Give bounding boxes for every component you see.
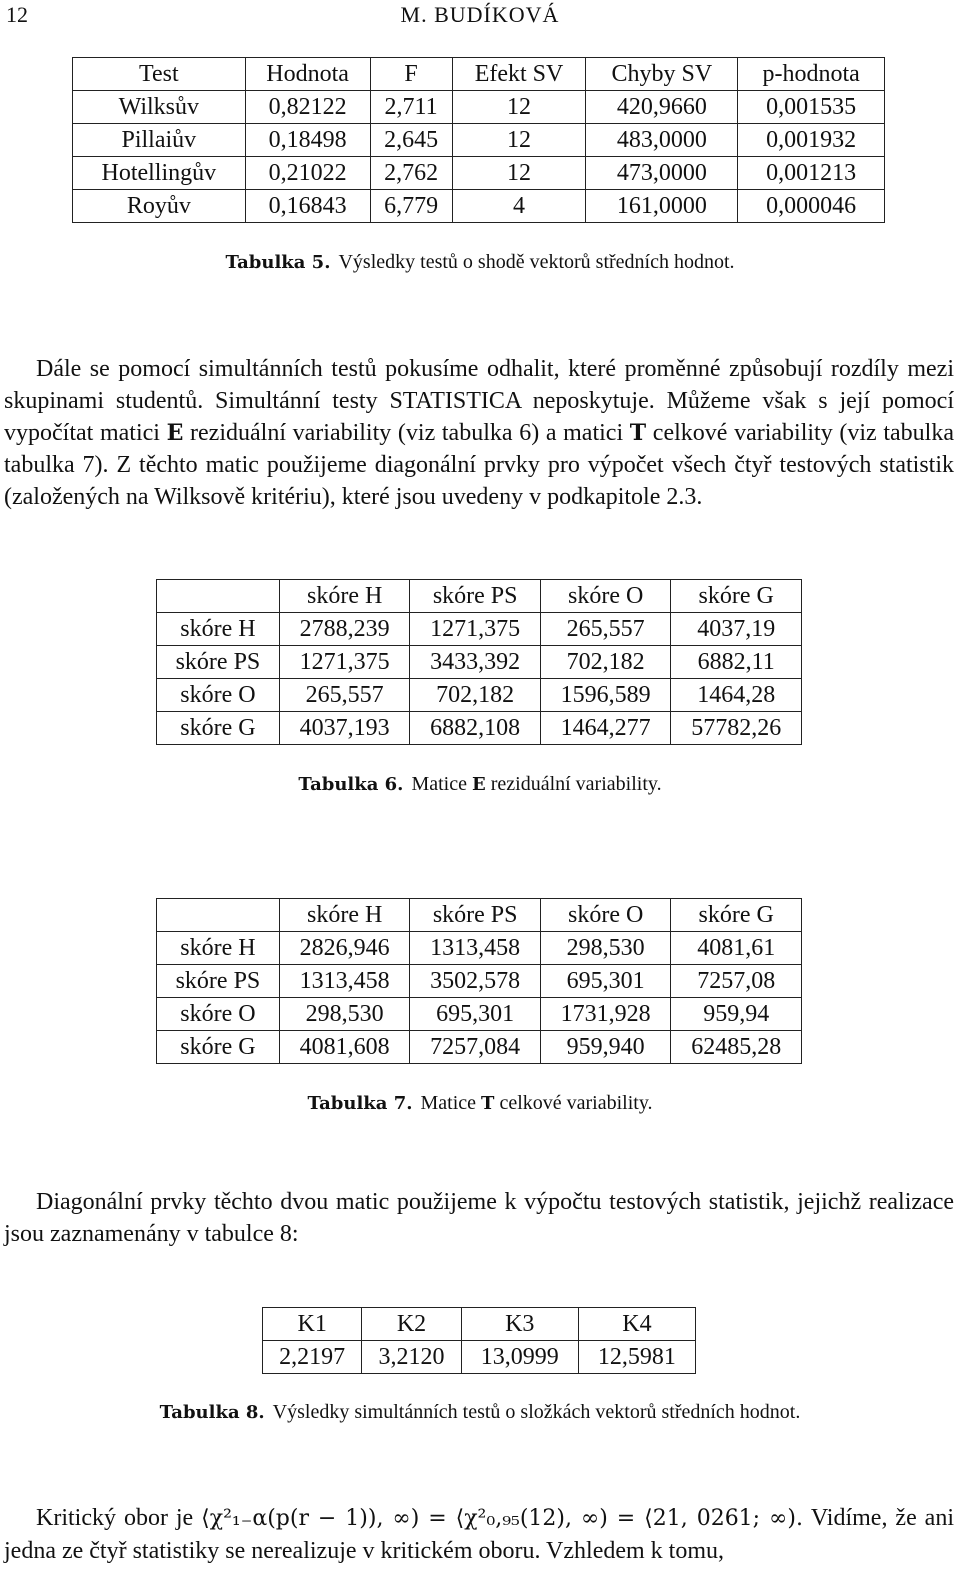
table-header-row: [157, 580, 802, 613]
table-cell: 3,2120: [362, 1341, 461, 1374]
paragraph-text: reziduální variability (viz tabulka 6) a matici: [183, 420, 630, 446]
table-cell: 12: [452, 91, 586, 124]
table-cell: 0,001213: [738, 157, 885, 190]
caption-text: Matice: [420, 1092, 482, 1114]
table-cell: 4: [452, 190, 586, 223]
table-row: [157, 712, 802, 745]
table-row: [73, 91, 885, 124]
table-cell: 0,82122: [245, 91, 370, 124]
table-cell: 13,0999: [461, 1341, 578, 1374]
column-header: Hodnota: [245, 58, 370, 91]
table-row: [157, 965, 802, 998]
table-cell: 702,182: [410, 679, 541, 712]
caption-text: Výsledky testů o shodě vektorů středních hodnot.: [338, 251, 735, 273]
table-row: [157, 1031, 802, 1064]
column-header: skóre O: [540, 580, 671, 613]
table-cell: 2,711: [370, 91, 452, 124]
column-header: p-hodnota: [738, 58, 885, 91]
table-cell: 265,557: [540, 613, 671, 646]
row-header: skóre PS: [157, 965, 280, 998]
table-cell: 62485,28: [671, 1031, 802, 1064]
column-header: Chyby SV: [586, 58, 738, 91]
row-header: skóre O: [157, 998, 280, 1031]
column-header: Test: [73, 58, 246, 91]
table-6: [156, 579, 802, 745]
paragraph-text: Kritický obor je: [36, 1505, 202, 1531]
table-cell: 4037,19: [671, 613, 802, 646]
caption-label: Tabulka 6.: [298, 774, 404, 795]
table-cell: 4081,608: [279, 1031, 410, 1064]
matrix-symbol-t: T: [629, 420, 647, 446]
row-header: skóre G: [157, 712, 280, 745]
body-paragraph: [4, 353, 954, 513]
table-cell: 1271,375: [410, 613, 541, 646]
table-cell: 12: [452, 124, 586, 157]
table-row: [157, 646, 802, 679]
table-cell: 1731,928: [540, 998, 671, 1031]
table-cell: 6882,108: [410, 712, 541, 745]
critical-region-formula: ⟨χ²₁₋α(p(r − 1)), ∞) = ⟨χ²₀,₉₅(12), ∞) = ⟨21, 0261; ∞).: [201, 1506, 803, 1531]
row-header: skóre PS: [157, 646, 280, 679]
table-cell: Royův: [73, 190, 246, 223]
column-header: skóre H: [279, 580, 410, 613]
table-cell: 3502,578: [410, 965, 541, 998]
table-6-caption: [0, 771, 960, 798]
body-paragraph: [4, 1186, 954, 1250]
table-cell: 12: [452, 157, 586, 190]
table-cell: 0,001932: [738, 124, 885, 157]
paragraph-text: Vidíme, že ani jedna ze čtyř statistiky se nerealizuje v kritickém oboru. Vzhledem k tomu,: [4, 1505, 954, 1564]
table-cell: 2,762: [370, 157, 452, 190]
table-cell: 7257,08: [671, 965, 802, 998]
column-header: [157, 899, 280, 932]
table-header-row: [157, 899, 802, 932]
body-paragraph: [4, 1502, 954, 1567]
table-cell: 4081,61: [671, 932, 802, 965]
table-cell: 298,530: [540, 932, 671, 965]
column-header: skóre G: [671, 899, 802, 932]
paragraph-text: Diagonální prvky těchto dvou matic použijeme k výpočtu testových statistik, jejichž realizace jsou zaznamenány v tabulce 8:: [4, 1189, 954, 1247]
table-cell: 7257,084: [410, 1031, 541, 1064]
table-cell: 420,9660: [586, 91, 738, 124]
table-cell: 1271,375: [279, 646, 410, 679]
column-header: skóre PS: [410, 580, 541, 613]
column-header: K4: [578, 1308, 695, 1341]
row-header: skóre H: [157, 613, 280, 646]
table-cell: 6882,11: [671, 646, 802, 679]
table-row: [73, 157, 885, 190]
paragraph-text: Dále se pomocí simultánních testů pokusíme odhalit, které proměnné způsobují rozdíly mezi skupinami studentů. Simultánní testy STATISTICA neposkytuje. Můžeme však s její pomocí vypočítat matici: [4, 356, 954, 446]
column-header: K2: [362, 1308, 461, 1341]
table-cell: 1464,28: [671, 679, 802, 712]
table-cell: 298,530: [279, 998, 410, 1031]
table-cell: 0,18498: [245, 124, 370, 157]
caption-label: Tabulka 7.: [307, 1093, 413, 1114]
caption-text: reziduální variability.: [485, 773, 662, 795]
table-8-caption: [0, 1399, 960, 1426]
table-row: [73, 124, 885, 157]
running-head: M. BUDÍKOVÁ: [400, 2, 560, 27]
table-header-row: [73, 58, 885, 91]
table-cell: 0,21022: [245, 157, 370, 190]
table-row: [157, 932, 802, 965]
table-header-row: [263, 1308, 696, 1341]
matrix-symbol-t: T: [481, 1093, 495, 1114]
table-cell: 3433,392: [410, 646, 541, 679]
column-header: skóre O: [540, 899, 671, 932]
column-header: skóre H: [279, 899, 410, 932]
table-cell: 1313,458: [279, 965, 410, 998]
table-cell: 1596,589: [540, 679, 671, 712]
table-row: [157, 998, 802, 1031]
table-cell: 0,001535: [738, 91, 885, 124]
column-header: skóre PS: [410, 899, 541, 932]
row-header: skóre H: [157, 932, 280, 965]
table-cell: 2,2197: [263, 1341, 362, 1374]
table-cell: 1313,458: [410, 932, 541, 965]
table-7: [156, 898, 802, 1064]
column-header: [157, 580, 280, 613]
table-cell: 959,94: [671, 998, 802, 1031]
table-row: [263, 1341, 696, 1374]
table-cell: 57782,26: [671, 712, 802, 745]
table-cell: Hotellingův: [73, 157, 246, 190]
column-header: K1: [263, 1308, 362, 1341]
table-cell: Pillaiův: [73, 124, 246, 157]
caption-label: Tabulka 8.: [159, 1402, 265, 1423]
table-cell: 473,0000: [586, 157, 738, 190]
column-header: F: [370, 58, 452, 91]
table-row: [157, 613, 802, 646]
table-cell: 1464,277: [540, 712, 671, 745]
caption-label: Tabulka 5.: [225, 252, 331, 273]
table-cell: 695,301: [410, 998, 541, 1031]
table-cell: 12,5981: [578, 1341, 695, 1374]
table-row: [73, 190, 885, 223]
column-header: K3: [461, 1308, 578, 1341]
table-cell: 2,645: [370, 124, 452, 157]
matrix-symbol-e: E: [471, 774, 486, 795]
table-cell: Wilksův: [73, 91, 246, 124]
table-5: [72, 57, 885, 223]
table-8: [262, 1307, 696, 1374]
table-cell: 702,182: [540, 646, 671, 679]
table-cell: 161,0000: [586, 190, 738, 223]
table-7-caption: [0, 1090, 960, 1117]
table-cell: 2788,239: [279, 613, 410, 646]
table-5-caption: [0, 249, 960, 276]
row-header: skóre O: [157, 679, 280, 712]
column-header: skóre G: [671, 580, 802, 613]
table-row: [157, 679, 802, 712]
table-cell: 483,0000: [586, 124, 738, 157]
caption-text: Matice: [411, 773, 472, 795]
table-cell: 695,301: [540, 965, 671, 998]
table-cell: 959,940: [540, 1031, 671, 1064]
page-number: 12: [6, 2, 28, 27]
table-cell: 0,000046: [738, 190, 885, 223]
column-header: Efekt SV: [452, 58, 586, 91]
table-cell: 4037,193: [279, 712, 410, 745]
matrix-symbol-e: E: [166, 420, 184, 446]
table-cell: 265,557: [279, 679, 410, 712]
caption-text: celkové variability.: [494, 1092, 653, 1114]
table-cell: 6,779: [370, 190, 452, 223]
table-cell: 0,16843: [245, 190, 370, 223]
caption-text: Výsledky simultánních testů o složkách vektorů středních hodnot.: [272, 1401, 801, 1423]
paragraph-text: celkové variability (viz tabulka tabulka 7). Z těchto matic použijeme diagonální prvky pro výpočet všech čtyř testových statistik (založených na Wilksově kritériu), které jsou uvedeny v podkapitole 2.3.: [4, 420, 954, 510]
table-cell: 2826,946: [279, 932, 410, 965]
row-header: skóre G: [157, 1031, 280, 1064]
